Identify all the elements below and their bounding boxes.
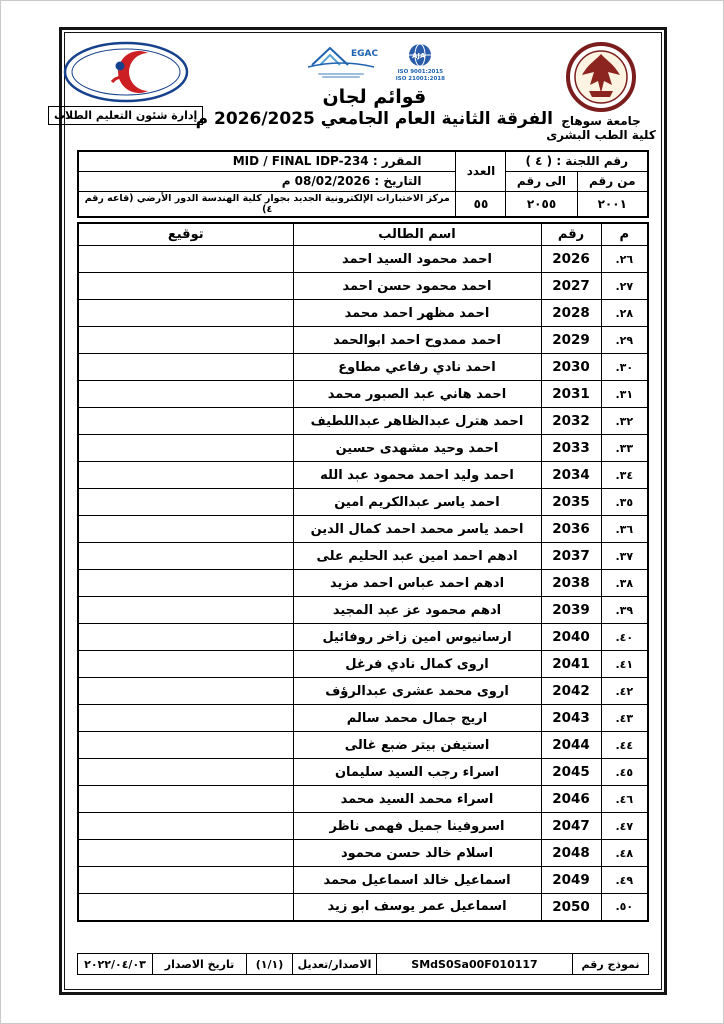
location-cell: مركز الاختبارات الإلكترونية الجديد بجوار كلية الهندسة الدور الأرضي (قاعه رقم ٤) (78, 191, 456, 217)
signature-cell (78, 678, 293, 705)
student-serial: ٤١. (601, 651, 648, 678)
egac-caption-line (318, 73, 364, 75)
signature-cell (78, 624, 293, 651)
aja-globe-icon (405, 43, 435, 69)
student-row (78, 624, 648, 651)
student-number: 2033 (541, 435, 601, 462)
issue-date-value: ٢٠٢٢/٠٤/٠٣ (78, 954, 153, 975)
student-row (78, 705, 648, 732)
student-row (78, 381, 648, 408)
signature-cell (78, 381, 293, 408)
serial-column-header: م (601, 223, 648, 246)
department-label: إدارة شئون التعليم الطلاب (48, 106, 203, 125)
student-number: 2035 (541, 489, 601, 516)
student-number: 2049 (541, 867, 601, 894)
signature-cell (78, 246, 293, 273)
student-name: اسماعيل خالد اسماعيل محمد (293, 867, 541, 894)
student-number: 2050 (541, 894, 601, 921)
student-number: 2034 (541, 462, 601, 489)
student-number: 2032 (541, 408, 601, 435)
student-row (78, 651, 648, 678)
aja-iso-line2: ISO 21001:2018 (395, 75, 445, 82)
student-name: احمد هاني عبد الصبور محمد (293, 381, 541, 408)
student-row (78, 894, 648, 921)
footer-table (77, 953, 649, 975)
student-number: 2037 (541, 543, 601, 570)
student-name: اريج جمال محمد سالم (293, 705, 541, 732)
student-row (78, 840, 648, 867)
signature-cell (78, 813, 293, 840)
student-serial: ٣٤. (601, 462, 648, 489)
egac-logo-icon (304, 43, 378, 71)
name-column-header: اسم الطالب (293, 223, 541, 246)
students-table (77, 222, 649, 922)
count-value-cell: ٥٥ (456, 191, 506, 217)
signature-cell (78, 840, 293, 867)
student-number: 2045 (541, 759, 601, 786)
student-row (78, 516, 648, 543)
document-subtitle: الفرقة الثانية العام الجامعي 2026/2025 م (195, 108, 553, 129)
student-serial: ٣٢. (601, 408, 648, 435)
to-label-cell: الى رقم (506, 171, 577, 191)
course-cell: المقرر : MID / FINAL IDP-234 (78, 151, 456, 171)
student-number: 2027 (541, 273, 601, 300)
student-row (78, 543, 648, 570)
footer-row (78, 954, 649, 975)
signature-cell (78, 786, 293, 813)
student-name: احمد محمود حسن احمد (293, 273, 541, 300)
signature-cell (78, 354, 293, 381)
student-serial: ٣٠. (601, 354, 648, 381)
student-name: احمد مظهر احمد محمد (293, 300, 541, 327)
student-name: اروى محمد عشرى عبدالرؤف (293, 678, 541, 705)
student-serial: ٢٦. (601, 246, 648, 273)
student-serial: ٢٧. (601, 273, 648, 300)
student-name: احمد وليد احمد محمود عبد الله (293, 462, 541, 489)
student-serial: ٤٦. (601, 786, 648, 813)
signature-cell (78, 732, 293, 759)
signature-cell (78, 300, 293, 327)
student-serial: ٤٤. (601, 732, 648, 759)
student-name: احمد ياسر عبدالكريم امين (293, 489, 541, 516)
student-row (78, 408, 648, 435)
student-row (78, 354, 648, 381)
student-row (78, 570, 648, 597)
header (53, 41, 656, 147)
to-value-cell: ٢٠٥٥ (506, 191, 577, 217)
student-row (78, 867, 648, 894)
student-name: احمد نادي رفاعي مطاوع (293, 354, 541, 381)
student-row (78, 435, 648, 462)
student-number: 2028 (541, 300, 601, 327)
students-header-row (78, 223, 648, 246)
student-serial: ٤٨. (601, 840, 648, 867)
student-row (78, 489, 648, 516)
student-row (78, 813, 648, 840)
student-name: اسراء محمد السيد محمد (293, 786, 541, 813)
student-row (78, 597, 648, 624)
issue-date-label: تاريخ الاصدار (153, 954, 247, 975)
page-inner (53, 32, 662, 990)
signature-cell (78, 894, 293, 921)
student-serial: ٢٨. (601, 300, 648, 327)
signature-cell (78, 273, 293, 300)
department-block (53, 41, 198, 125)
signature-cell (78, 705, 293, 732)
page-frame (53, 27, 667, 995)
signature-cell (78, 462, 293, 489)
student-serial: ٤٢. (601, 678, 648, 705)
signature-cell (78, 435, 293, 462)
revision-label: الاصدار/تعديل (293, 954, 377, 975)
university-logo-icon (565, 41, 637, 113)
header-center (196, 41, 553, 129)
signature-cell (78, 516, 293, 543)
info-row-3 (78, 191, 648, 217)
student-number: 2044 (541, 732, 601, 759)
form-number-value: SMdS0Sa00F010117 (377, 954, 573, 975)
student-serial: ٢٩. (601, 327, 648, 354)
student-number: 2040 (541, 624, 601, 651)
student-number: 2031 (541, 381, 601, 408)
student-name: اسلام خالد حسن محمود (293, 840, 541, 867)
from-value-cell: ٢٠٠١ (577, 191, 648, 217)
student-number: 2047 (541, 813, 601, 840)
university-name: جامعة سوهاج (561, 114, 641, 128)
revision-value: (١/١) (247, 954, 293, 975)
date-cell: التاريخ : 08/02/2026 م (78, 171, 456, 191)
student-number: 2046 (541, 786, 601, 813)
signature-cell (78, 867, 293, 894)
student-name: استيفن بيتر ضبع غالى (293, 732, 541, 759)
student-serial: ٥٠. (601, 894, 648, 921)
student-number: 2038 (541, 570, 601, 597)
egac-caption-line (322, 76, 360, 78)
count-label-cell: العدد (456, 151, 506, 191)
student-row (78, 300, 648, 327)
student-serial: ٤٧. (601, 813, 648, 840)
student-row (78, 678, 648, 705)
student-name: ادهم محمود عز عبد المجيد (293, 597, 541, 624)
certification-logos (304, 43, 445, 83)
exam-info-table (77, 150, 649, 218)
student-row (78, 732, 648, 759)
student-serial: ٣٥. (601, 489, 648, 516)
student-row (78, 462, 648, 489)
signature-cell (78, 759, 293, 786)
student-name: احمد وحيد مشهدى حسين (293, 435, 541, 462)
faculty-name: كلية الطب البشرى (546, 128, 656, 142)
svg-text:EGAC: EGAC (350, 49, 378, 59)
number-column-header: رقم (541, 223, 601, 246)
student-name: اسراء رجب السيد سليمان (293, 759, 541, 786)
student-name: ادهم احمد عباس احمد مزيد (293, 570, 541, 597)
signature-cell (78, 597, 293, 624)
student-number: 2042 (541, 678, 601, 705)
student-serial: ٣٣. (601, 435, 648, 462)
student-serial: ٣١. (601, 381, 648, 408)
signature-cell (78, 327, 293, 354)
student-row (78, 786, 648, 813)
student-name: ارسانيوس امين زاخر روفائيل (293, 624, 541, 651)
student-serial: ٣٧. (601, 543, 648, 570)
signature-cell (78, 651, 293, 678)
student-number: 2029 (541, 327, 601, 354)
student-name: اسروفينا جميل فهمى ناظر (293, 813, 541, 840)
info-row-2 (78, 171, 648, 191)
student-serial: ٣٨. (601, 570, 648, 597)
aja-cert-block (396, 43, 445, 83)
student-serial: ٤٠. (601, 624, 648, 651)
student-name: ادهم احمد امين عبد الحليم على (293, 543, 541, 570)
student-serial: ٤٥. (601, 759, 648, 786)
student-serial: ٣٩. (601, 597, 648, 624)
student-number: 2026 (541, 246, 601, 273)
signature-cell (78, 543, 293, 570)
form-number-label: نموذج رقم (573, 954, 649, 975)
egac-cert-block (304, 43, 378, 78)
student-serial: ٤٣. (601, 705, 648, 732)
student-row (78, 759, 648, 786)
info-row-1 (78, 151, 648, 171)
aja-iso-line1: ISO 9001:2015 (397, 69, 444, 75)
student-name: اروى كمال نادي فرغل (293, 651, 541, 678)
from-label-cell: من رقم (577, 171, 648, 191)
student-row (78, 246, 648, 273)
signature-cell (78, 408, 293, 435)
student-number: 2048 (541, 840, 601, 867)
student-number: 2030 (541, 354, 601, 381)
student-number: 2041 (541, 651, 601, 678)
education-affairs-logo-icon (62, 41, 190, 103)
signature-cell (78, 489, 293, 516)
student-name: احمد هترل عبدالظاهر عبداللطيف (293, 408, 541, 435)
student-name: احمد محمود السيد احمد (293, 246, 541, 273)
signature-cell (78, 570, 293, 597)
student-row (78, 327, 648, 354)
svg-text:AJA: AJA (412, 52, 426, 60)
student-serial: ٣٦. (601, 516, 648, 543)
student-serial: ٤٩. (601, 867, 648, 894)
document-title: قوائم لجان (322, 85, 427, 108)
signature-column-header: توقيع (78, 223, 293, 246)
student-row (78, 273, 648, 300)
student-number: 2043 (541, 705, 601, 732)
student-name: احمد ياسر محمد احمد كمال الدين (293, 516, 541, 543)
student-number: 2039 (541, 597, 601, 624)
student-name: اسماعيل عمر يوسف ابو زيد (293, 894, 541, 921)
student-name: احمد ممدوح احمد ابوالحمد (293, 327, 541, 354)
committee-number-cell: رقم اللجنة : ( ٤ ) (506, 151, 648, 171)
university-block (546, 41, 656, 142)
student-number: 2036 (541, 516, 601, 543)
